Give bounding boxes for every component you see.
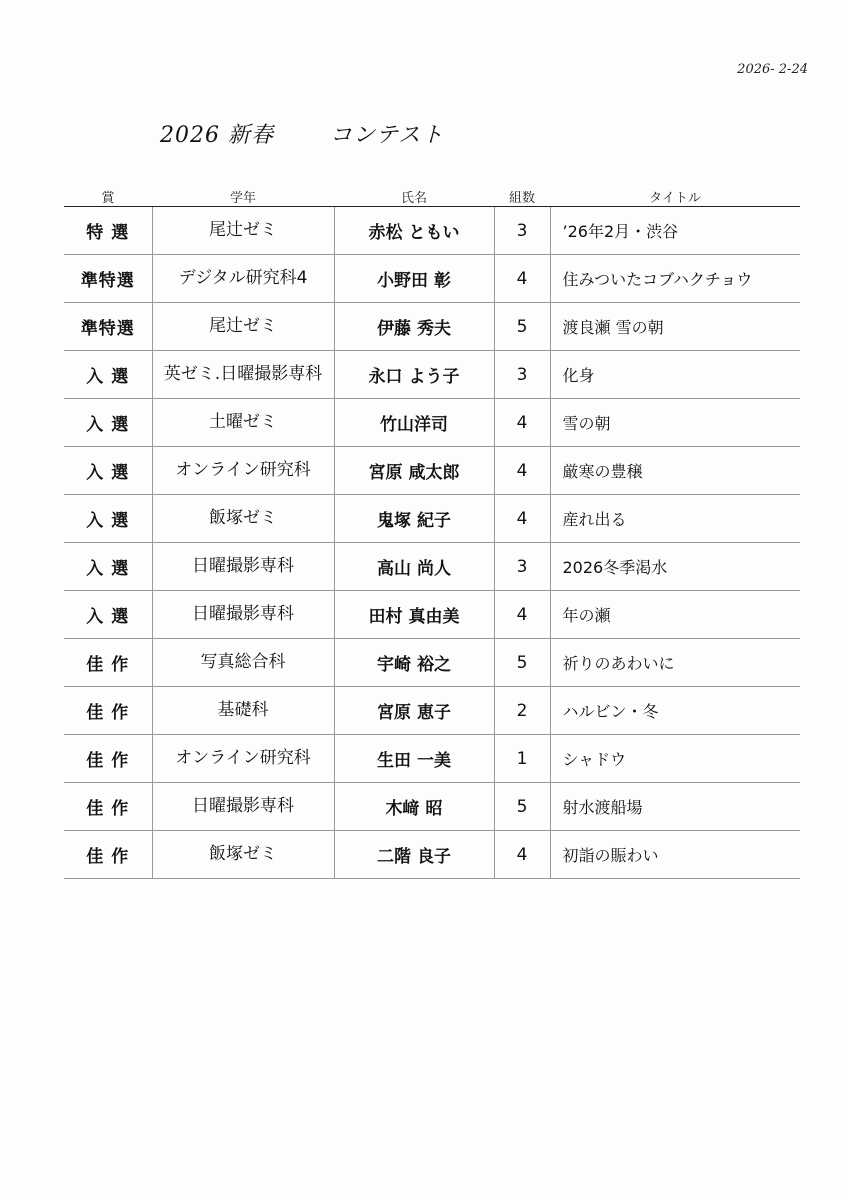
award-cell: 佳 作 (64, 687, 152, 735)
grade-cell: 飯塚ゼミ (152, 831, 334, 879)
grade-cell: オンライン研究科 (152, 447, 334, 495)
document-date: 2026- 2-24 (737, 62, 808, 77)
grade-cell: 土曜ゼミ (152, 399, 334, 447)
name-cell: 伊藤 秀夫 (334, 303, 494, 351)
grade-cell: 基礎科 (152, 687, 334, 735)
name-cell: 赤松 ともい (334, 207, 494, 255)
count-cell: 4 (494, 831, 550, 879)
award-cell: 入 選 (64, 543, 152, 591)
count-cell: 4 (494, 255, 550, 303)
table-row (64, 495, 800, 543)
title-cell: ハルビン・冬 (550, 687, 800, 735)
count-cell: 5 (494, 639, 550, 687)
table-row (64, 639, 800, 687)
award-cell: 佳 作 (64, 831, 152, 879)
grade-cell: 尾辻ゼミ (152, 303, 334, 351)
award-cell: 入 選 (64, 591, 152, 639)
grade-cell: 尾辻ゼミ (152, 207, 334, 255)
award-cell: 入 選 (64, 351, 152, 399)
column-header-count: 組数 (494, 186, 550, 207)
title-cell: 年の瀬 (550, 591, 800, 639)
title-cell: シャドウ (550, 735, 800, 783)
title-cell: 渡良瀬 雪の朝 (550, 303, 800, 351)
award-cell: 入 選 (64, 495, 152, 543)
grade-cell: 飯塚ゼミ (152, 495, 334, 543)
count-cell: 3 (494, 351, 550, 399)
name-cell: 竹山洋司 (334, 399, 494, 447)
title-cell: 初詣の賑わい (550, 831, 800, 879)
grade-cell: 日曜撮影専科 (152, 591, 334, 639)
column-header-name: 氏名 (334, 186, 494, 207)
award-cell: 佳 作 (64, 639, 152, 687)
title-cell: 射水渡船場 (550, 783, 800, 831)
name-cell: 田村 真由美 (334, 591, 494, 639)
name-cell: 宮原 恵子 (334, 687, 494, 735)
name-cell: 生田 一美 (334, 735, 494, 783)
grade-cell: 英ゼミ.日曜撮影専科 (152, 351, 334, 399)
grade-cell: 写真総合科 (152, 639, 334, 687)
table-row (64, 543, 800, 591)
title-cell: ’26年2月・渋谷 (550, 207, 800, 255)
grade-cell: オンライン研究科 (152, 735, 334, 783)
title-cell: 2026冬季渇水 (550, 543, 800, 591)
table-row (64, 591, 800, 639)
name-cell: 高山 尚人 (334, 543, 494, 591)
table-row (64, 447, 800, 495)
table-row (64, 207, 800, 255)
title-name: コンテスト (329, 123, 445, 148)
column-header-grade: 学年 (152, 186, 334, 207)
award-cell: 佳 作 (64, 783, 152, 831)
document-title (160, 118, 444, 149)
award-cell: 入 選 (64, 399, 152, 447)
count-cell: 4 (494, 591, 550, 639)
name-cell: 宮原 咸太郎 (334, 447, 494, 495)
title-cell: 雪の朝 (550, 399, 800, 447)
award-cell: 準特選 (64, 255, 152, 303)
results-table (64, 186, 800, 879)
count-cell: 5 (494, 783, 550, 831)
count-cell: 3 (494, 207, 550, 255)
award-cell: 入 選 (64, 447, 152, 495)
name-cell: 小野田 彰 (334, 255, 494, 303)
name-cell: 木﨑 昭 (334, 783, 494, 831)
count-cell: 4 (494, 399, 550, 447)
name-cell: 永口 よう子 (334, 351, 494, 399)
award-cell: 特 選 (64, 207, 152, 255)
column-header-title: タイトル (550, 186, 800, 207)
title-cell: 産れ出る (550, 495, 800, 543)
table-row (64, 399, 800, 447)
table-row (64, 255, 800, 303)
grade-cell: 日曜撮影専科 (152, 783, 334, 831)
count-cell: 4 (494, 495, 550, 543)
count-cell: 4 (494, 447, 550, 495)
count-cell: 5 (494, 303, 550, 351)
title-cell: 祈りのあわいに (550, 639, 800, 687)
award-cell: 佳 作 (64, 735, 152, 783)
award-cell: 準特選 (64, 303, 152, 351)
count-cell: 2 (494, 687, 550, 735)
grade-cell: 日曜撮影専科 (152, 543, 334, 591)
table-row (64, 687, 800, 735)
grade-cell: デジタル研究科4 (152, 255, 334, 303)
table-row (64, 303, 800, 351)
title-cell: 厳寒の豊穣 (550, 447, 800, 495)
name-cell: 宇崎 裕之 (334, 639, 494, 687)
title-cell: 住みついたコブハクチョウ (550, 255, 800, 303)
title-year: 2026 新春 (160, 123, 274, 148)
header-row (64, 186, 800, 207)
table-row (64, 351, 800, 399)
title-cell: 化身 (550, 351, 800, 399)
table-row (64, 831, 800, 879)
name-cell: 鬼塚 紀子 (334, 495, 494, 543)
table-row (64, 735, 800, 783)
name-cell: 二階 良子 (334, 831, 494, 879)
count-cell: 1 (494, 735, 550, 783)
table-row (64, 783, 800, 831)
count-cell: 3 (494, 543, 550, 591)
column-header-award: 賞 (64, 186, 152, 207)
